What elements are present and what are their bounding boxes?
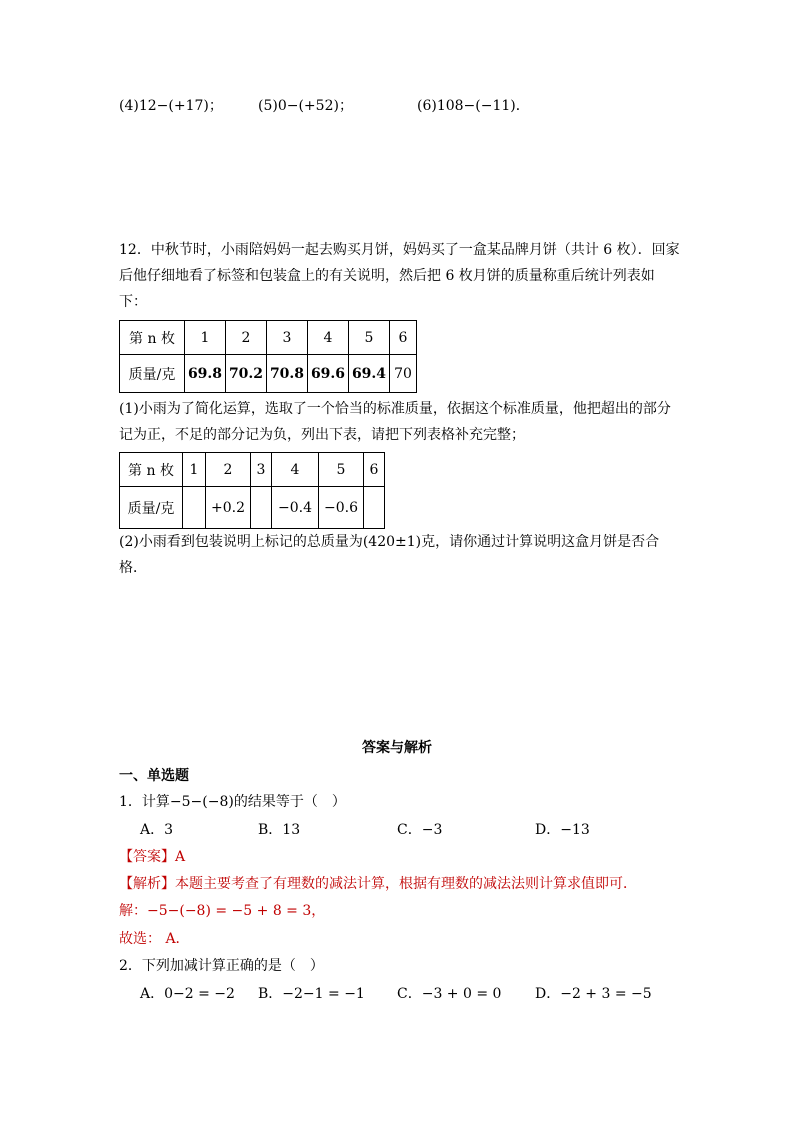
q1-stem: 1．计算−5−(−8)的结果等于（ ） — [119, 794, 346, 810]
table1-value: 69.4 — [349, 355, 390, 393]
question-item-5: (5)0−(+52)； — [258, 98, 353, 114]
table2-value: −0.6 — [319, 487, 364, 529]
q12-part2-line1: (2)小雨看到包装说明上标记的总质量为(420±1)克，请你通过计算说明这盒月饼是否合 — [119, 534, 660, 550]
table2-row-label: 质量/克 — [120, 487, 183, 529]
mass-table-1 — [119, 320, 417, 393]
table1-value: 69.6 — [308, 355, 349, 393]
q1-answer: 【答案】A — [119, 849, 186, 865]
table1-value: 69.8 — [185, 355, 226, 393]
q2-option-d: D．−2 + 3 = −5 — [535, 986, 652, 1002]
table2-index: 2 — [206, 453, 251, 487]
q2-option-a: A．0−2 = −2 — [140, 986, 235, 1002]
table2-value-blank[interactable] — [183, 487, 206, 529]
q1-solution: 解：−5−(−8) = −5 + 8 = 3， — [119, 903, 326, 919]
mass-table-2 — [119, 452, 385, 529]
q2-option-b: B．−2−1 = −1 — [258, 986, 365, 1002]
q12-stem-line1: 12．中秋节时，小雨陪妈妈一起去购买月饼，妈妈买了一盒某品牌月饼（共计 6 枚）．回家 — [119, 242, 680, 258]
table1-value: 70.8 — [267, 355, 308, 393]
table2-value: +0.2 — [206, 487, 251, 529]
table1-header-label: 第 n 枚 — [120, 321, 185, 355]
q2-option-c: C．−3 + 0 = 0 — [397, 986, 502, 1002]
q12-part1-line1: (1)小雨为了简化运算，选取了一个恰当的标准质量，依据这个标准质量，他把超出的部分 — [119, 401, 671, 417]
q2-stem: 2．下列加减计算正确的是（ ） — [119, 958, 324, 974]
table2-value-blank[interactable] — [251, 487, 272, 529]
q1-conclusion: 故选： A． — [119, 931, 190, 947]
q1-option-a: A．3 — [140, 822, 174, 838]
q12-part2-line2: 格． — [119, 560, 147, 576]
table1-index: 6 — [390, 321, 417, 355]
table2-header-label: 第 n 枚 — [120, 453, 183, 487]
table1-index: 2 — [226, 321, 267, 355]
table1-index: 3 — [267, 321, 308, 355]
answers-title: 答案与解析 — [362, 740, 432, 756]
q12-stem-line3: 下： — [119, 294, 147, 310]
q1-option-d: D．−13 — [535, 822, 590, 838]
table2-index: 6 — [364, 453, 385, 487]
table2-index: 4 — [272, 453, 319, 487]
question-item-4: (4)12−(+17)； — [119, 98, 223, 114]
question-item-6: (6)108−(−11)． — [417, 98, 530, 114]
table2-index: 3 — [251, 453, 272, 487]
table1-value: 70 — [390, 355, 417, 393]
table2-index: 5 — [319, 453, 364, 487]
table2-value-blank[interactable] — [364, 487, 385, 529]
table1-index: 5 — [349, 321, 390, 355]
q1-option-c: C．−3 — [397, 822, 443, 838]
table2-index: 1 — [183, 453, 206, 487]
q1-analysis: 【解析】本题主要考查了有理数的减法计算，根据有理数的减法法则计算求值即可． — [119, 876, 637, 892]
q12-part1-line2: 记为正，不足的部分记为负，列出下表，请把下列表格补充完整； — [119, 427, 525, 443]
q12-stem-line2: 后他仔细地看了标签和包装盒上的有关说明，然后把 6 枚月饼的质量称重后统计列表如 — [119, 268, 655, 284]
table1-index: 1 — [185, 321, 226, 355]
q1-option-b: B．13 — [258, 822, 301, 838]
table1-value: 70.2 — [226, 355, 267, 393]
section-heading: 一、单选题 — [119, 768, 189, 784]
table2-value: −0.4 — [272, 487, 319, 529]
table1-row-label: 质量/克 — [120, 355, 185, 393]
table1-index: 4 — [308, 321, 349, 355]
